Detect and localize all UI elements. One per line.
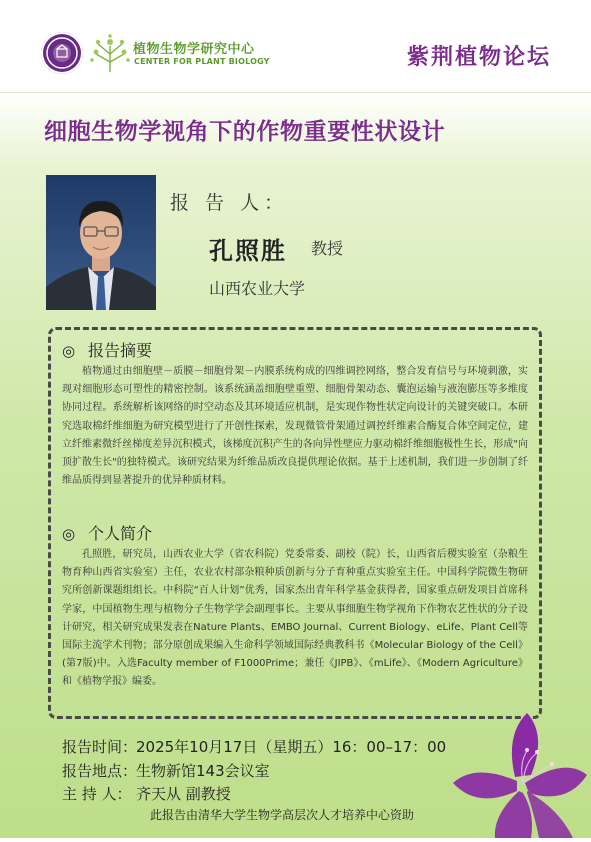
abstract-heading-text: 报告摘要 bbox=[88, 341, 153, 360]
event-place-label: 报告地点： bbox=[62, 762, 138, 780]
event-time-value: 2025年10月17日（星期五）16：00–17：00 bbox=[136, 738, 447, 756]
biography-heading bbox=[62, 521, 152, 544]
biography-text: 孔照胜，研究员，山西农业大学（省农科院）党委常委、副校（院）长，山西省后稷实验室（杂粮生物育种山西省实验室）主任，农业农村部杂粮种质创新与分子育种重点实验室主任。中国科学院微生物研究所创新课题组组长。中科院“百人计划”优秀，国家杰出青年科学基金获得者，国家重点研发项目首席科学家，中国植物生理与植物分子生物学学会副理事长。主要从事细胞生物学视角下作物农艺性状的分子设计研究，相关研究成果发表在Nature Plants、EMBO Journal、Current Biology、eLife、Plant Cell等国际主流学术刊物；部分原创成果编入生命科学领域国际经典教科书《Molecular Biology of the Cell》(第7版)中。入选Faculty member of F1000Prime；兼任《JIPB》、《mLife》、《Modern Agriculture》和《植物学报》编委。 bbox=[62, 549, 528, 688]
event-place bbox=[62, 760, 270, 781]
university-seal-logo bbox=[41, 32, 83, 74]
header-divider bbox=[0, 92, 591, 93]
circle-mark-icon: ◎ bbox=[62, 525, 76, 543]
center-name-chinese: 植物生物学研究中心 bbox=[133, 42, 255, 57]
center-name-english: CENTER FOR PLANT BIOLOGY bbox=[134, 57, 270, 66]
event-time bbox=[62, 736, 446, 757]
biography-heading-text: 个人简介 bbox=[88, 524, 153, 543]
abstract-text: 植物通过由细胞壁－质膜－细胞骨架－内膜系统构成的四维调控网络，整合发育信号与环境刺激，实现对细胞形态可塑性的精密控制。该系统涵盖细胞壁重塑、细胞骨架动态、囊泡运输与液泡膨压等多维度协同过程。系统解析该网络的时空动态及其环境适应机制，是实现作物性状定向设计的关键突破口。本研究选取棉纤维细胞为研究模型进行了开创性探索，发现微管骨架通过调控纤维素合酶复合体空间定位，建立纤维素微纤丝梯度差异沉积模式，该梯度沉积产生的各向异性壁应力驱动棉纤维细胞极性生长，形成"向顶扩散生长"的独特模式。该研究结果为纤维品质改良提供理论依据。基于上述机制，我们进一步创制了纤维品质得到显著提升的优异种质材料。 bbox=[62, 366, 528, 487]
event-place-value: 生物新馆143会议室 bbox=[136, 762, 270, 780]
event-time-label: 报告时间： bbox=[62, 738, 138, 756]
sponsor-footer: 此报告由清华大学生物学高层次人才培养中心资助 bbox=[150, 808, 415, 822]
forum-title: 紫荆植物论坛 bbox=[406, 45, 551, 70]
speaker-title: 教授 bbox=[311, 239, 344, 258]
circle-mark-icon: ◎ bbox=[62, 342, 76, 360]
speaker-label: 报 告 人： bbox=[170, 192, 289, 214]
speaker-photo bbox=[46, 175, 156, 310]
event-host-value: 齐天从 副教授 bbox=[136, 785, 231, 803]
speaker-name: 孔照胜 bbox=[209, 237, 287, 265]
event-host bbox=[62, 783, 231, 804]
plant-biology-center-logo bbox=[88, 32, 132, 74]
lecture-title: 细胞生物学视角下的作物重要性状设计 bbox=[44, 119, 446, 145]
event-host-label: 主 持 人： bbox=[62, 785, 132, 803]
abstract-heading bbox=[62, 338, 152, 361]
speaker-organization: 山西农业大学 bbox=[209, 279, 306, 298]
bauhinia-flower-icon bbox=[435, 705, 591, 838]
